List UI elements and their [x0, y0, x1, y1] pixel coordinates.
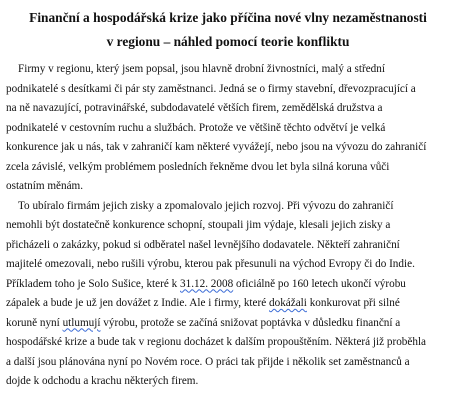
- paragraph-2-line-2: nemohli být dostatečně konkurence schopní, stoupali jim výdaje, klesali jejich zisky a: [6, 219, 391, 231]
- paragraph-2-line-1: To ubíralo firmám jejich zisky a zpomalovalo jejich rozvoj. Při vývozu do zahraničí: [18, 199, 394, 212]
- paragraph-2-line-6: [6, 296, 400, 310]
- paragraph-1-line-1: Firmy v regionu, který jsem popsal, jsou hlavně drobní živnostníci, malý a střední: [18, 63, 385, 75]
- paragraph-2-line-5: [6, 277, 406, 291]
- paragraph-1-line-7: ostatním měnám.: [6, 180, 84, 192]
- misspelled-word[interactable]: utlumují: [62, 316, 101, 329]
- paragraph-1-line-2: podnikatelé s desítkami či pár sty zaměstnanci. Jedná se o firmy stavební, dřevozpracující a: [6, 82, 416, 95]
- paragraph-2-line-9: a další jsou plánována nyní po Novém roce. O práci tak přijde i několik set zaměstnanců a: [6, 355, 410, 368]
- paragraph-2-line-7-end: výrobu, protože se začíná snižovat poptávka v důsledku finanční a: [100, 316, 401, 329]
- paragraph-2-line-4: majitelé omezovali, nebo rušili výrobu, kterou pak přesunuli na východ Evropy či do Indie.: [6, 258, 415, 270]
- misspelled-word[interactable]: dokážali: [269, 297, 307, 309]
- paragraph-2-line-6-start: zápalek a bude je už jen dovážet z Indie. Ale i firmy, které: [6, 297, 269, 309]
- paragraph-1-line-6: zcela závislé, velkým problémem posledních řekněme dvou let byla silná koruna vůči: [6, 160, 390, 173]
- paragraph-1-line-3: na ně navazující, potravinářské, subdodavatelé větších firem, zemědělská družstva a: [6, 102, 383, 114]
- paragraph-2-line-10: dojde k odchodu a krachu některých firem.: [6, 375, 199, 387]
- paragraph-1-line-5: konkurence jak u nás, tak v zahraničí kam některé vyvážejí, nebo jsou na vývozu do zahraničí: [6, 141, 427, 153]
- paragraph-2-line-7-start: koruně nyní: [6, 316, 63, 329]
- document-title-line-2: v regionu – náhled pomocí teorie konfliktu: [106, 34, 350, 49]
- paragraph-2-line-7: [6, 316, 400, 330]
- paragraph-2-line-8: hospodářské krize a bude tak v regionu docházet k dalším propouštěním. Některá již proběhla: [6, 336, 427, 348]
- document-title-line-1: Finanční a hospodářská krize jako příčina nové vlny nezaměstnanosti: [29, 10, 427, 25]
- paragraph-2-line-6-end: konkurovat při silné: [306, 297, 400, 309]
- paragraph-1-line-4: podnikatelé v cestovním ruchu a službách. Protože ve většině těchto odvětví je velká: [6, 121, 386, 134]
- paragraph-2-line-3: přicházeli o zakázky, pokud si odběratel našel levnějšího dodavatele. Někteří zahraniční: [6, 238, 400, 251]
- misspelled-date[interactable]: 31.12. 2008: [180, 277, 234, 290]
- paragraph-2-line-5-end: oficiálně po 160 letech ukončí výrobu: [233, 277, 406, 290]
- paragraph-2-line-5-start: Příkladem toho je Solo Sušice, které k: [6, 277, 181, 290]
